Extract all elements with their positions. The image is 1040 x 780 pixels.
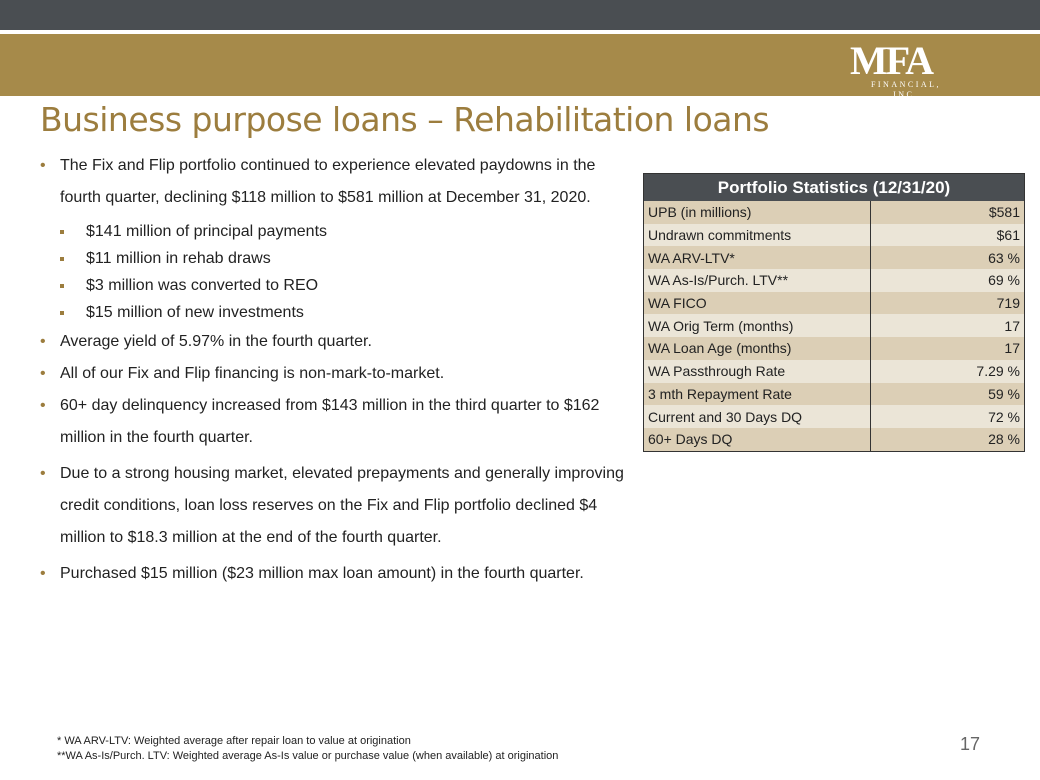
table-header: Portfolio Statistics (12/31/20) (644, 174, 1024, 201)
table-row (644, 269, 1024, 292)
row-value: 7.29 % (871, 360, 1025, 383)
bullet-loss-reserves: • Due to a strong housing market, elevated prepayments and generally improving credit conditions, loan loss reserves on the Fix and Flip portfolio declined $4 million to $18.3 million at the end of the fourth quarter. (40, 458, 625, 554)
table-row (644, 360, 1024, 383)
sub-bullet-principal: $141 million of principal payments (40, 218, 625, 245)
table-row (644, 201, 1024, 224)
table-row (644, 224, 1024, 247)
bullet-delinquency: • 60+ day delinquency increased from $143 million in the third quarter to $162 million in the fourth quarter. (40, 390, 625, 454)
row-label: 60+ Days DQ (644, 428, 871, 451)
company-logo (836, 38, 946, 99)
table-row (644, 428, 1024, 451)
sub-bullet-rehab: $11 million in rehab draws (40, 245, 625, 272)
row-label: 3 mth Repayment Rate (644, 383, 871, 406)
bullet-purchased: • Purchased $15 million ($23 million max loan amount) in the fourth quarter. (40, 558, 625, 590)
bullet-paydowns: • The Fix and Flip portfolio continued to experience elevated paydowns in the fourth quarter, declining $118 million to $581 million at December 31, 2020. (40, 150, 625, 214)
row-value: 59 % (871, 383, 1025, 406)
row-label: WA ARV-LTV* (644, 246, 871, 269)
top-bar (0, 0, 1040, 30)
footnote-arv-ltv: * WA ARV-LTV: Weighted average after repair loan to value at origination (57, 735, 411, 747)
statistics-grid (644, 201, 1024, 451)
bullet-yield: • Average yield of 5.97% in the fourth quarter. (40, 326, 625, 358)
row-label: WA Loan Age (months) (644, 337, 871, 360)
row-label: WA Orig Term (months) (644, 314, 871, 337)
table-row (644, 337, 1024, 360)
logo-subtitle: FINANCIAL, INC. (870, 80, 942, 99)
row-value: $61 (871, 224, 1025, 247)
row-value: 17 (871, 337, 1025, 360)
table-row (644, 383, 1024, 406)
row-label: WA As-Is/Purch. LTV** (644, 269, 871, 292)
table-row (644, 246, 1024, 269)
table-row (644, 292, 1024, 315)
page-number: 17 (960, 734, 981, 754)
sub-bullet-reo: $3 million was converted to REO (40, 272, 625, 299)
row-label: WA FICO (644, 292, 871, 315)
row-label: UPB (in millions) (644, 201, 871, 224)
row-value: 28 % (871, 428, 1025, 451)
logo-mark: MFA (849, 38, 933, 83)
row-value: 72 % (871, 405, 1025, 428)
row-value: 719 (871, 292, 1025, 315)
page-title: Business purpose loans – Rehabilitation loans (40, 100, 770, 139)
row-value: 69 % (871, 269, 1025, 292)
portfolio-statistics-table (643, 173, 1025, 452)
sub-bullet-investments: $15 million of new investments (40, 299, 625, 326)
table-row (644, 314, 1024, 337)
row-value: 17 (871, 314, 1025, 337)
bullet-financing: • All of our Fix and Flip financing is non-mark-to-market. (40, 358, 625, 390)
row-label: Current and 30 Days DQ (644, 405, 871, 428)
row-label: Undrawn commitments (644, 224, 871, 247)
row-value: 63 % (871, 246, 1025, 269)
table-row (644, 405, 1024, 428)
row-value: $581 (871, 201, 1025, 224)
footnote-as-is-ltv: **WA As-Is/Purch. LTV: Weighted average As-Is value or purchase value (when available) at origination (57, 750, 559, 762)
bullet-list (40, 150, 625, 590)
footnotes (57, 734, 558, 764)
row-label: WA Passthrough Rate (644, 360, 871, 383)
